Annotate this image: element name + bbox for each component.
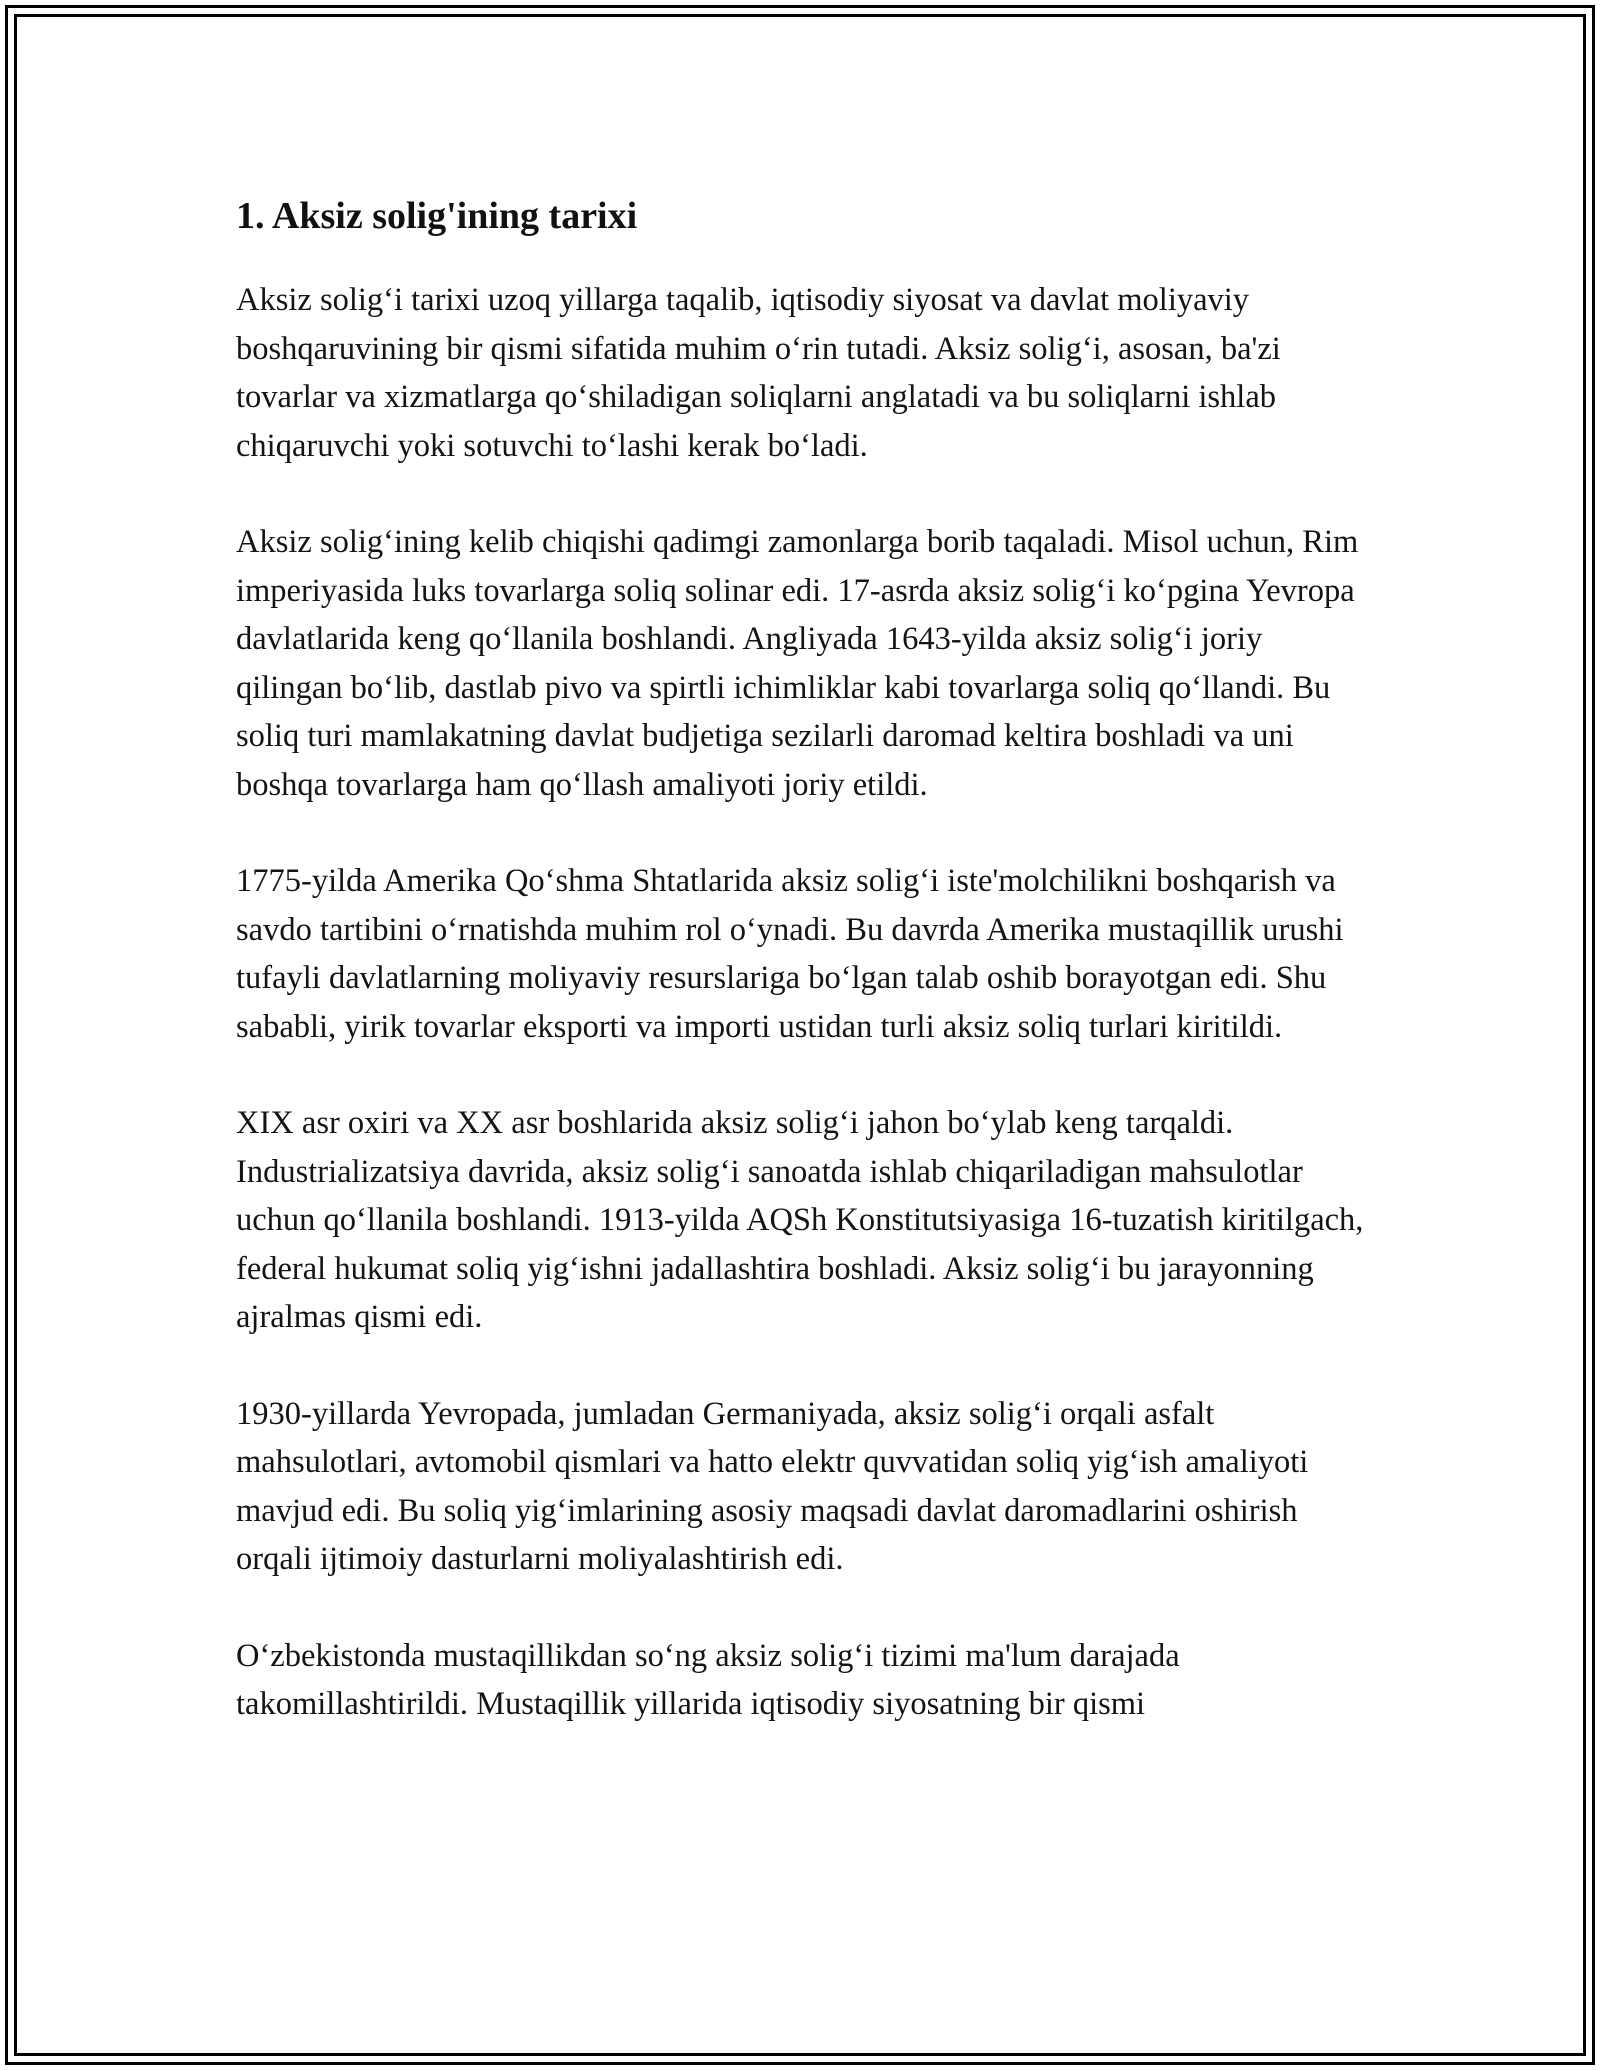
paragraph-4: XIX asr oxiri va XX asr boshlarida aksiz solig‘i jahon bo‘ylab keng tarqaldi. Industrializatsiya davrida, aksiz solig‘i sanoatda ishlab chiqariladigan mahsulotlar uchun qo‘llanila boshlandi. 1913-yilda AQSh Konstitutsiyasiga 16-tuzatish kiritilgach, federal hukumat soliq yig‘ishni jadallashtira boshladi. Aksiz solig‘i bu jarayonning ajralmas qismi edi. xyxy=(236,1105,1364,1335)
paragraph-2: Aksiz solig‘ining kelib chiqishi qadimgi zamonlarga borib taqaladi. Misol uchun, Rim imperiyasida luks tovarlarga soliq solinar edi. 17-asrda aksiz solig‘i ko‘pgina Yevropa davlatlarida keng qo‘llanila boshlandi. Angliyada 1643-yilda aksiz solig‘i joriy qilingan bo‘lib, dastlab pivo va spirtli ichimliklar kabi tovarlarga soliq qo‘llandi. Bu soliq turi mamlakatning davlat budjetiga sezilarli daromad keltira boshladi va uni boshqa tovarlarga ham qo‘llash amaliyoti joriy etildi. xyxy=(236,524,1359,803)
paragraph-3: 1775-yilda Amerika Qo‘shma Shtatlarida aksiz solig‘i iste'molchilikni boshqarish va savdo tartibini o‘rnatishda muhim rol o‘ynadi. Bu davrda Amerika mustaqillik urushi tufayli davlatlarning moliyaviy resurslariga bo‘lgan talab oshib borayotgan edi. Shu sababli, yirik tovarlar eksporti va importi ustidan turli aksiz soliq turlari kiritildi. xyxy=(236,863,1344,1045)
paragraph-1: Aksiz solig‘i tarixi uzoq yillarga taqalib, iqtisodiy siyosat va davlat moliyaviy boshqaruvining bir qismi sifatida muhim o‘rin tutadi. Aksiz solig‘i, asosan, ba'zi tovarlar va xizmatlarga qo‘shiladigan soliqlarni anglatadi va bu soliqlarni ishlab chiqaruvchi yoki sotuvchi to‘lashi kerak bo‘ladi. xyxy=(236,282,1281,464)
paragraph-6: O‘zbekistonda mustaqillikdan so‘ng aksiz solig‘i tizimi ma'lum darajada takomillashtirildi. Mustaqillik yillarida iqtisodiy siyosatning bir qismi xyxy=(236,1637,1180,1722)
paragraph-5: 1930-yillarda Yevropada, jumladan Germaniyada, aksiz solig‘i orqali asfalt mahsulotlari, avtomobil qismlari va hatto elektr quvvatidan soliq yig‘ish amaliyoti mavjud edi. Bu soliq yig‘imlarining asosiy maqsadi davlat daromadlarini oshirish orqali ijtimoiy dasturlarni moliyalashtirish edi. xyxy=(236,1395,1309,1577)
section-heading: 1. Aksiz solig'ining tarixi xyxy=(236,195,638,237)
document-body xyxy=(236,190,1376,1729)
